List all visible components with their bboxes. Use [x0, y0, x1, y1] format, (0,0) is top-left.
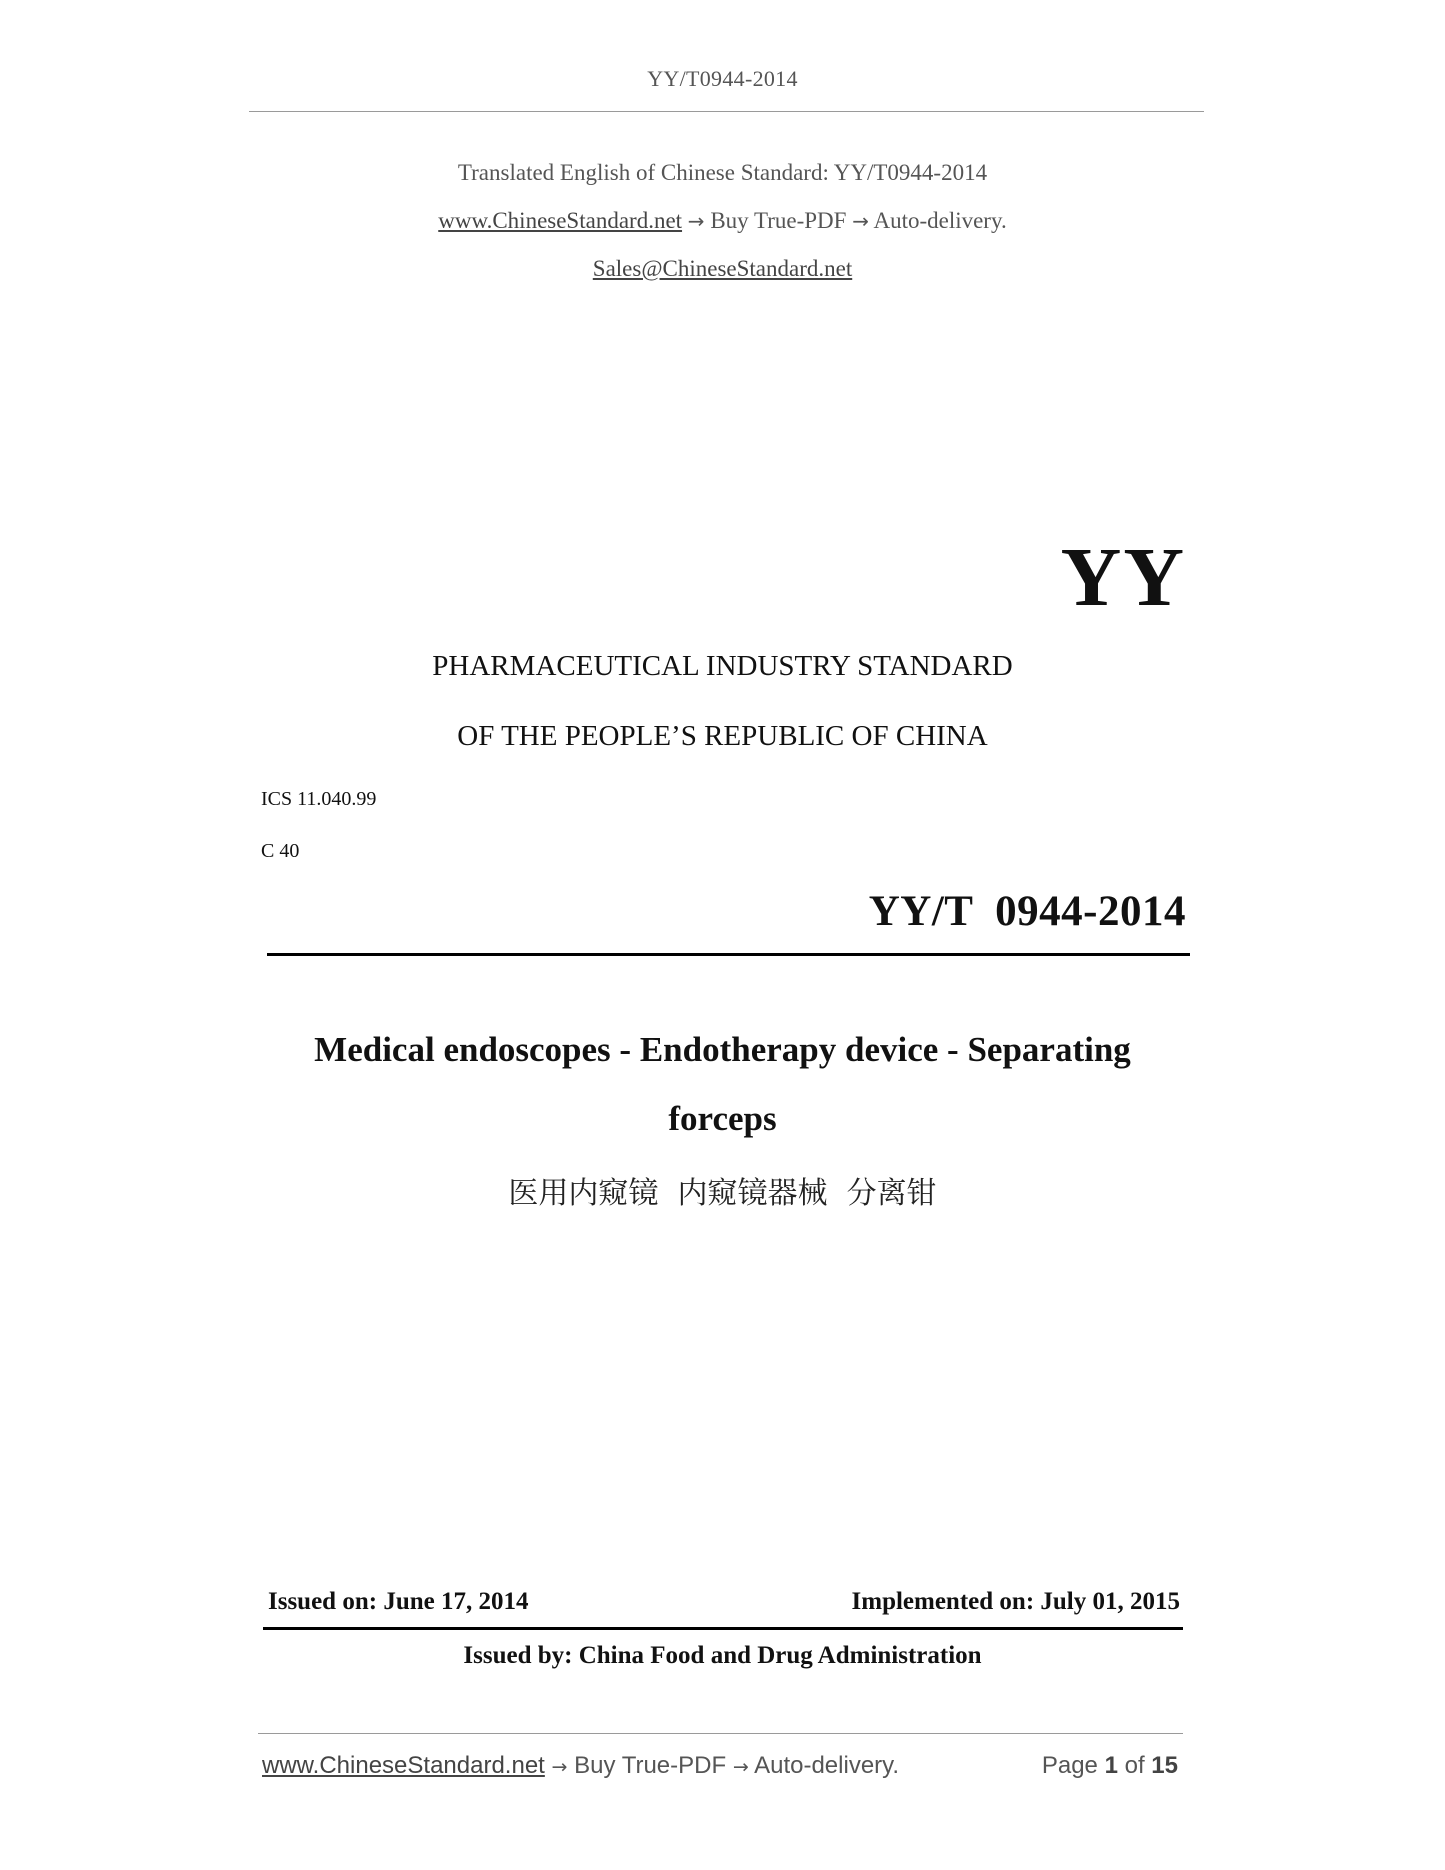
dates-rule [263, 1627, 1183, 1630]
buy-pdf-text: Buy True-PDF [710, 208, 847, 233]
header-rule [249, 111, 1204, 112]
standard-number-rule [267, 953, 1190, 956]
title-chinese: 医用内窥镜 内窥镜器械 分离钳 [508, 1176, 937, 1211]
auto-delivery-text: Auto-delivery. [873, 208, 1007, 233]
sales-email-link[interactable]: Sales@ChineseStandard.net [592, 256, 853, 281]
page-indicator [1042, 1752, 1178, 1780]
standard-category-code: YY [1060, 531, 1186, 624]
promo-translation-line: Translated English of Chinese Standard: YY/T0944-2014 [457, 160, 988, 185]
footer-buy-pdf-text: Buy True-PDF [574, 1752, 727, 1779]
footer-rule [258, 1733, 1183, 1734]
site-link[interactable]: www.ChineseStandard.net [438, 208, 683, 233]
arrow-right-icon: → [687, 209, 705, 233]
authority-line-1: PHARMACEUTICAL INDUSTRY STANDARD [432, 650, 1013, 682]
ccs-code: C 40 [261, 840, 300, 862]
issued-on-date: Issued on: June 17, 2014 [268, 1588, 529, 1615]
ics-code: ICS 11.040.99 [261, 788, 377, 810]
issued-by: Issued by: China Food and Drug Administration [463, 1642, 982, 1669]
implemented-on-date: Implemented on: July 01, 2015 [851, 1588, 1180, 1615]
of-label: of [1124, 1752, 1145, 1779]
title-english-line-2: forceps [668, 1099, 777, 1138]
authority-line-2: OF THE PEOPLE’S REPUBLIC OF CHINA [457, 720, 988, 752]
arrow-right-icon: → [551, 1756, 568, 1778]
promo-email-line [0, 256, 1445, 282]
promo-link-line [0, 208, 1445, 234]
arrow-right-icon: → [852, 209, 869, 233]
arrow-right-icon: → [732, 1756, 749, 1778]
title-english-line-1: Medical endoscopes - Endotherapy device - Separating [314, 1030, 1131, 1069]
footer-auto-delivery-text: Auto-delivery. [754, 1752, 900, 1779]
standard-number: YY/T 0944-2014 [868, 888, 1186, 935]
footer-promo [262, 1752, 899, 1780]
page-label: Page [1041, 1752, 1098, 1779]
running-header: YY/T0944-2014 [647, 66, 798, 91]
page-total: 15 [1151, 1752, 1178, 1779]
page-current: 1 [1104, 1752, 1118, 1779]
footer-site-link[interactable]: www.ChineseStandard.net [262, 1752, 545, 1779]
